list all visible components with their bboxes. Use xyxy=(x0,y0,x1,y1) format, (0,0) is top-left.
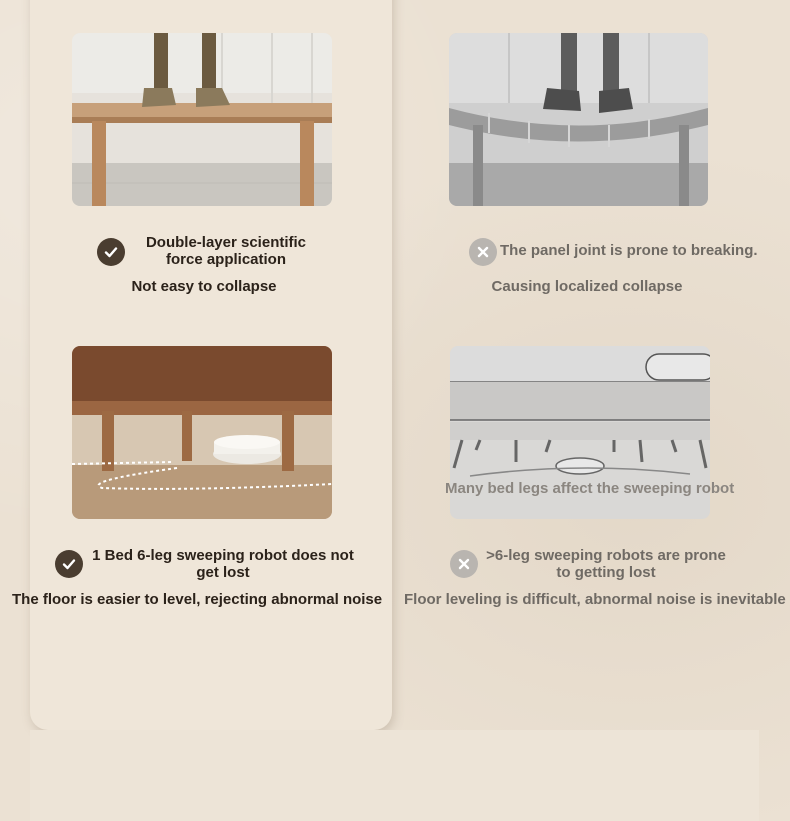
item-3-caption: 1 Bed 6-leg sweeping robot does not get lost xyxy=(92,547,354,581)
bottom-panel xyxy=(30,730,759,821)
x-icon xyxy=(469,238,497,266)
x-icon xyxy=(450,550,478,578)
item-4-caption: >6-leg sweeping robots are prone to getting lost xyxy=(486,547,726,581)
item-1-caption: Double-layer scientific force application xyxy=(145,234,307,268)
item-2-subtitle: Causing localized collapse xyxy=(491,278,683,295)
photo-sturdy-bench xyxy=(72,33,332,206)
item-3-subtitle: The floor is easier to level, rejecting abnormal noise xyxy=(12,591,383,608)
item-1-subtitle: Not easy to collapse xyxy=(131,278,277,295)
item-4-subtitle: Floor leveling is difficult, abnormal noise is inevitable xyxy=(404,591,786,608)
item-2-caption: The panel joint is prone to breaking. xyxy=(500,242,758,259)
check-icon xyxy=(55,550,83,578)
photo-robot-under-bed xyxy=(72,346,332,519)
check-icon xyxy=(97,238,125,266)
photo-bending-slats xyxy=(449,33,708,206)
photo-overlay-text: Many bed legs affect the sweeping robot xyxy=(445,480,735,497)
